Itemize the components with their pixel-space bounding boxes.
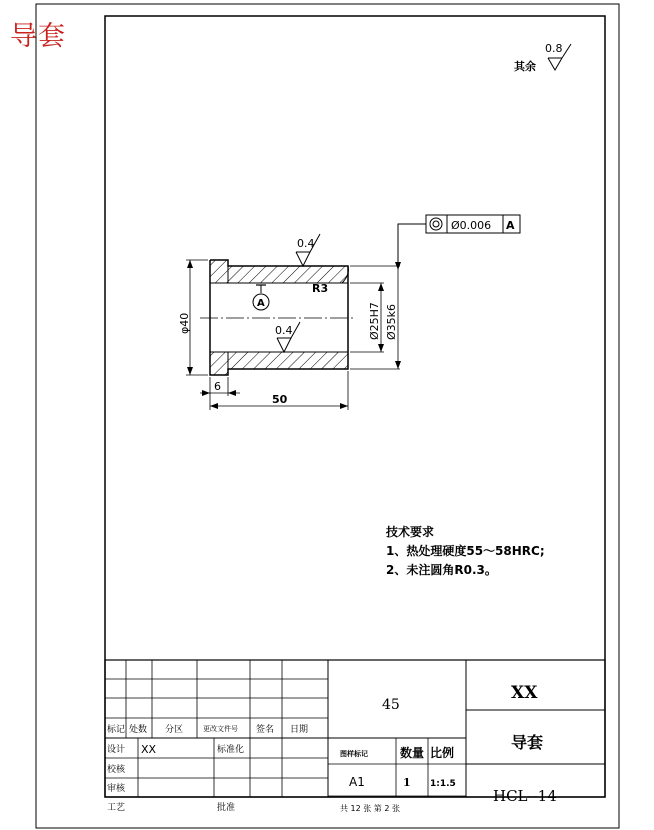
technical-requirements (385, 524, 545, 577)
svg-text:φ40: φ40 (178, 312, 191, 334)
svg-text:50: 50 (272, 393, 288, 406)
svg-text:A: A (506, 219, 515, 232)
svg-text:6: 6 (214, 380, 221, 393)
requirement-2: 2、未注圆角R0.3。 (386, 563, 497, 577)
sheet-info: 共 12 张 第 2 张 (340, 804, 400, 813)
approval-label: 批准 (217, 803, 236, 813)
header-change-doc: 更改文件号 (203, 725, 238, 733)
svg-text:Ø35k6: Ø35k6 (385, 303, 398, 340)
requirement-1: 1、热处理硬度55～58HRC; (386, 544, 545, 558)
material: 45 (382, 697, 400, 713)
header-date: 日期 (290, 725, 309, 735)
stage-value: A1 (349, 775, 365, 789)
surface-finish-bore (275, 322, 300, 352)
role-check: 校核 (107, 765, 126, 775)
scale-value: 1:1.5 (430, 779, 456, 789)
concentricity-icon (430, 218, 442, 230)
role-review: 审核 (107, 784, 126, 794)
part-section (200, 260, 356, 375)
dim-outer-diameter (178, 260, 208, 375)
dim-flange (200, 377, 240, 410)
stage-label: 图样标记 (340, 750, 368, 758)
designer-name: XX (141, 743, 157, 756)
svg-text:其余: 其余 (514, 60, 536, 73)
surface-finish-top (296, 234, 320, 266)
svg-text:0.8: 0.8 (545, 42, 563, 55)
datum-a-symbol (253, 285, 269, 310)
svg-text:Ø0.006: Ø0.006 (451, 219, 492, 232)
svg-text:0.4: 0.4 (297, 237, 315, 250)
requirements-heading: 技术要求 (386, 525, 435, 539)
svg-text:Ø25H7: Ø25H7 (368, 302, 381, 340)
svg-text:A: A (257, 298, 265, 309)
header-zone: 分区 (165, 725, 184, 735)
role-process: 工艺 (107, 803, 126, 813)
standardization-label: 标准化 (217, 745, 245, 755)
qty-label: 数量 (400, 746, 425, 760)
radius-label: R3 (312, 282, 329, 295)
header-count: 处数 (129, 725, 148, 735)
gdt-frame (395, 215, 520, 270)
role-design: 设计 (107, 745, 126, 755)
document-title: 导套 (10, 21, 66, 52)
header-signature: 签名 (256, 725, 275, 735)
qty-value: 1 (403, 776, 411, 789)
surface-finish-other (514, 42, 571, 73)
company: XX (511, 683, 538, 703)
scale-label: 比例 (430, 746, 455, 760)
inner-border (105, 16, 605, 797)
dim-right-diameters (350, 266, 401, 369)
part-name: 导套 (511, 733, 544, 752)
dim-length (210, 371, 348, 410)
svg-text:0.4: 0.4 (275, 324, 293, 337)
drawing-number: HCL--14 (493, 787, 557, 805)
header-mark: 标记 (107, 725, 126, 735)
